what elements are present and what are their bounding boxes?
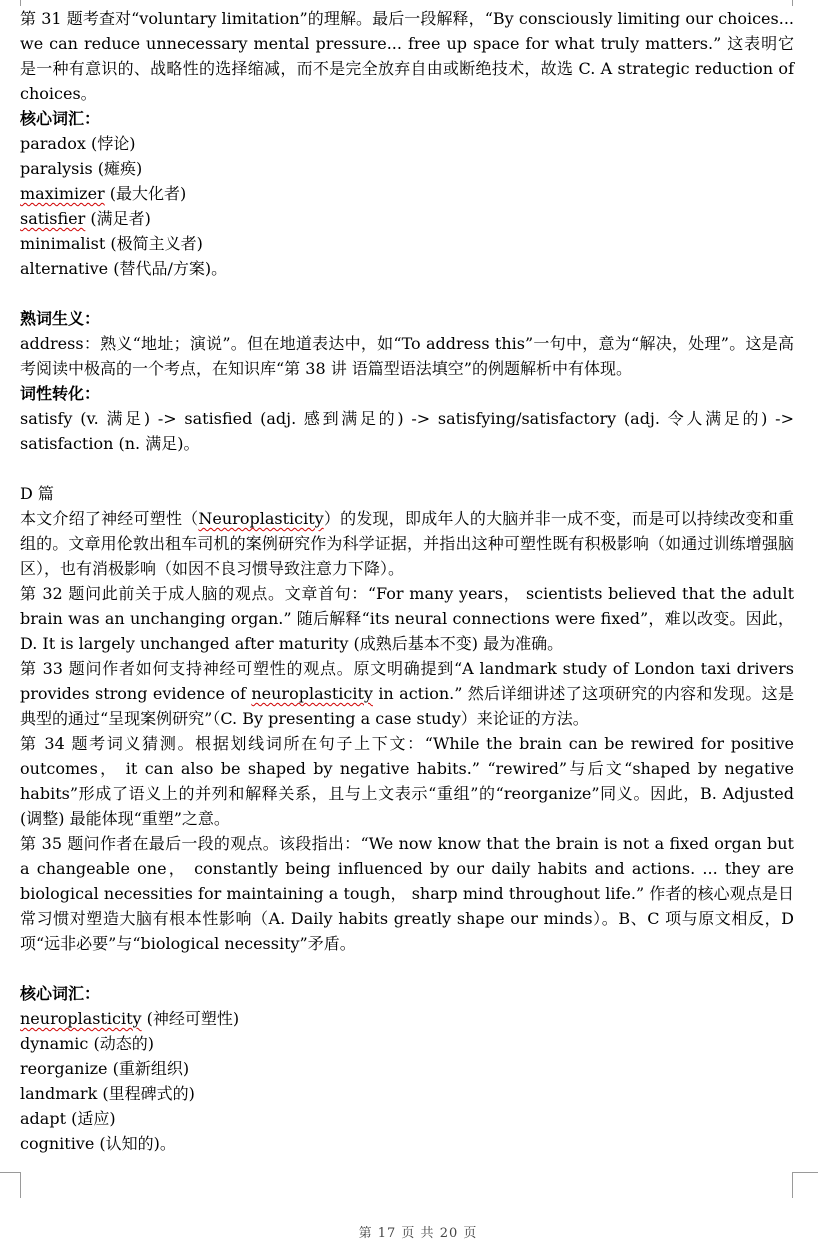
q35-explanation: 第 35 题问作者在最后一段的观点。该段指出：“We now know that the brain is not a fixed organ but a changeable one， constantly being influenced by our daily habits and actions. ... they are biological necessities for maintaining a tough， sharp mind throughout life.” 作者的核心观点是日常习惯对塑造大脑有根本性影响（A. Daily habits greatly shape our minds）。B、C 项与原文相反，D 项“远非必要”与“biological necessity”矛盾。 <box>20 834 794 953</box>
crop-mark-bottom-right-h <box>792 1172 818 1173</box>
footer-suffix: 页 <box>458 1226 478 1241</box>
vocab-item <box>20 181 794 206</box>
crop-mark-bottom-left-h <box>0 1172 20 1173</box>
vocab-item <box>20 1006 794 1031</box>
passage-d-summary <box>20 506 794 581</box>
page-number: 17 <box>377 1226 397 1241</box>
vocab-meaning: (最大化者) <box>104 184 187 203</box>
familiar-word-text: address：熟义“地址；演说”。但在地道表达中，如“To address this”一句中，意为“解决，处理”。这是高考阅读中极高的一个考点，在知识库“第 38 讲 语篇型语法填空”的例题解析中有体现。 <box>20 334 794 378</box>
vocab-word: minimalist <box>20 234 106 253</box>
vocab-item <box>20 1131 794 1156</box>
q32-explanation: 第 32 题问此前关于成人脑的观点。文章首句：“For many years， scientists believed that the adult brain was an unchanging organ.” 随后解释“its neural connections were fixed”，难以改变。因此，D. It is largely unchanged after maturity (成熟后基本不变) 最为准确。 <box>20 584 794 653</box>
vocab-meaning: (重新组织) <box>107 1059 190 1078</box>
vocab-item <box>20 1031 794 1056</box>
crop-mark-bottom-right-v <box>792 1172 793 1198</box>
q33-explanation <box>20 656 794 731</box>
q33-keyword: neuroplasticity <box>251 684 373 703</box>
word-conversion-heading: 词性转化： <box>20 384 101 403</box>
document-body <box>20 6 794 1156</box>
q31-explanation: 第 31 题考查对“voluntary limitation”的理解。最后一段解释，“By consciously limiting our choices... we can reduce unnecessary mental pressure... free up space for what truly matters.” 这表明它是一种有意识的、战略性的选择缩减，而不是完全放弃自由或断绝技术，故选 C. A strategic reduction of choices。 <box>20 9 794 103</box>
vocab-meaning: (替代品/方案)。 <box>108 259 228 278</box>
vocab-word: paradox <box>20 134 86 153</box>
vocab-meaning: (动态的) <box>88 1034 154 1053</box>
spacer <box>20 456 794 481</box>
vocab-meaning: (瘫痪) <box>92 159 143 178</box>
vocab-word: satisfier <box>20 209 86 228</box>
vocab-item <box>20 231 794 256</box>
core-vocab-heading-2: 核心词汇： <box>20 984 101 1003</box>
q34-explanation: 第 34 题考词义猜测。根据划线词所在句子上下文：“While the brain can be rewired for positive outcomes， it can also be shaped by negative habits.” “rewired”与后文“shaped by negative habits”形成了语义上的并列和解释关系，且与上文表示“重组”的“reorganize”同义。因此，B. Adjusted (调整) 最能体现“重塑”之意。 <box>20 734 794 828</box>
vocab-item <box>20 206 794 231</box>
vocab-item <box>20 1106 794 1131</box>
vocab-item <box>20 156 794 181</box>
familiar-word-heading: 熟词生义： <box>20 309 101 328</box>
total-pages: 20 <box>439 1226 459 1241</box>
vocab-word: dynamic <box>20 1034 89 1053</box>
vocab-item <box>20 1056 794 1081</box>
word-conversion-text: satisfy (v. 满足) -> satisfied (adj. 感到满足的) -> satisfying/satisfactory (adj. 令人满足的) -> satisfaction (n. 满足)。 <box>20 409 794 453</box>
vocab-word: cognitive <box>20 1134 95 1153</box>
page-footer <box>0 1222 836 1241</box>
core-vocab-heading-1: 核心词汇： <box>20 109 101 128</box>
vocab-meaning: (里程碑式的) <box>97 1084 195 1103</box>
summary-keyword: Neuroplasticity <box>198 509 324 528</box>
vocab-meaning: (悖论) <box>85 134 136 153</box>
q33-text: in action.” 然后详细讲述了这项研究的内容和发现。这是典型的通过“呈现案例研究”（C. By presenting a case study）来论证的方法。 <box>20 684 794 728</box>
summary-text: 本文介绍了神经可塑性（ <box>20 509 199 528</box>
vocab-word: landmark <box>20 1084 98 1103</box>
section-d-title: D 篇 <box>20 484 54 503</box>
vocab-meaning: (认知的)。 <box>94 1134 176 1153</box>
footer-prefix: 第 <box>358 1226 378 1241</box>
vocab-word: adapt <box>20 1109 66 1128</box>
spacer <box>20 281 794 306</box>
vocab-meaning: (适应) <box>66 1109 116 1128</box>
vocab-word: alternative <box>20 259 109 278</box>
vocab-item <box>20 1081 794 1106</box>
vocab-meaning: (神经可塑性) <box>141 1009 240 1028</box>
vocab-word: neuroplasticity <box>20 1009 142 1028</box>
vocab-meaning: (极简主义者) <box>105 234 203 253</box>
spacer <box>20 956 794 981</box>
footer-mid: 页 共 <box>396 1226 440 1241</box>
vocab-item <box>20 131 794 156</box>
vocab-meaning: (满足者) <box>85 209 151 228</box>
crop-mark-bottom-left-v <box>20 1172 21 1198</box>
summary-text: ）的发现，即成年人的大脑并非一成不变，而是可以持续改变和重组的。文章用伦敦出租车司机的案例研究作为科学证据，并指出这种可塑性既有积极影响（如通过训练增强脑区），也有消极影响（如因不良习惯导致注意力下降）。 <box>20 509 794 578</box>
vocab-word: reorganize <box>20 1059 108 1078</box>
vocab-item <box>20 256 794 281</box>
vocab-word: maximizer <box>20 184 105 203</box>
vocab-word: paralysis <box>20 159 93 178</box>
q33-text: 第 33 题问作者如何支持神经可塑性的观点。原文明确提到“A landmark study of London taxi drivers provides strong evidence of <box>20 659 794 703</box>
